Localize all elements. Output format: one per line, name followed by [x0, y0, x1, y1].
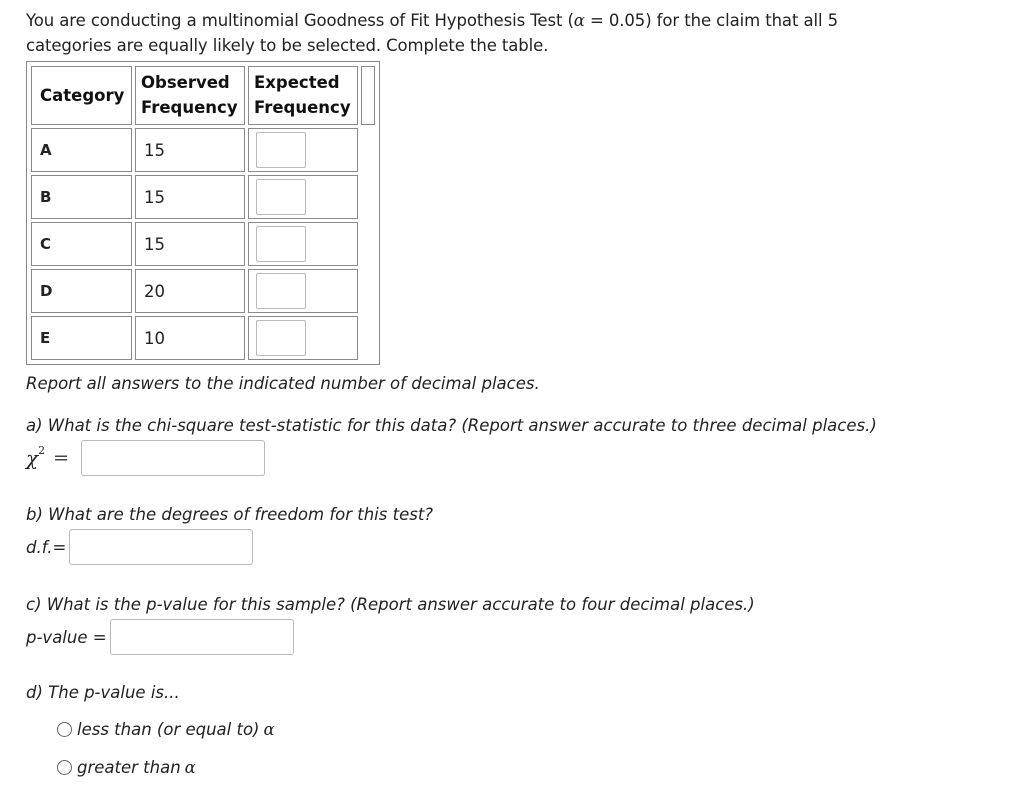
- expected-cell: [248, 175, 358, 219]
- decimal-places-note: Report all answers to the indicated number of decimal places.: [26, 374, 540, 393]
- observed-cell: 10: [135, 316, 245, 360]
- expected-cell: [248, 269, 358, 313]
- option-greater-than-alpha-symbol: α: [184, 758, 196, 777]
- p-value-label: p-value =: [26, 627, 107, 647]
- header-expected-line2: Frequency: [254, 98, 351, 117]
- question-b-answer: [26, 529, 253, 565]
- degrees-of-freedom-input[interactable]: [69, 529, 253, 565]
- category-cell: A: [31, 128, 132, 172]
- category-cell: D: [31, 269, 132, 313]
- header-observed-line1: Observed: [141, 73, 230, 92]
- table-row: [31, 175, 375, 219]
- frequency-table-container: [26, 61, 380, 365]
- chi-square-label: [26, 446, 45, 470]
- radio-button-icon[interactable]: [57, 722, 72, 737]
- df-label: d.f.=: [26, 537, 67, 557]
- chi-symbol: χ: [26, 446, 39, 470]
- expected-cell: [248, 128, 358, 172]
- problem-page: [26, 8, 1006, 777]
- question-b-text: b) What are the degrees of freedom for this test?: [26, 505, 434, 524]
- table-header-row: [31, 66, 375, 125]
- observed-cell: 15: [135, 222, 245, 266]
- expected-input-b[interactable]: [256, 179, 306, 215]
- observed-cell: 15: [135, 128, 245, 172]
- alpha-symbol: α: [573, 11, 585, 30]
- chi-square-input[interactable]: [81, 440, 265, 476]
- header-blank-cell: [361, 66, 375, 125]
- prompt-line1-start: You are conducting a multinomial Goodness of Fit Hypothesis Test (: [26, 11, 574, 30]
- observed-cell: 20: [135, 269, 245, 313]
- table-row: [31, 316, 375, 360]
- question-a-text: a) What is the chi-square test-statistic for this data? (Report answer accurate to three decimal places.): [26, 416, 877, 435]
- expected-cell: [248, 316, 358, 360]
- chi-superscript: 2: [38, 444, 46, 458]
- question-c-answer: [26, 619, 294, 655]
- category-cell: E: [31, 316, 132, 360]
- header-expected-line1: Expected: [254, 73, 340, 92]
- option-greater-than-text: greater than: [77, 758, 181, 777]
- table-row: [31, 269, 375, 313]
- question-d-text: d) The p-value is...: [26, 683, 180, 702]
- header-observed-frequency: [135, 66, 245, 125]
- option-less-than-text: less than (or equal to): [77, 720, 260, 739]
- question-a-answer: [26, 440, 265, 476]
- p-value-input[interactable]: [110, 619, 294, 655]
- prompt-line1-end: = 0.05) for the claim that all 5: [584, 11, 838, 30]
- radio-button-icon[interactable]: [57, 760, 72, 775]
- expected-input-e[interactable]: [256, 320, 306, 356]
- question-c-text: c) What is the p-value for this sample? (Report answer accurate to four decimal places.): [26, 595, 755, 614]
- frequency-table: [28, 63, 378, 363]
- category-cell: C: [31, 222, 132, 266]
- observed-cell: 15: [135, 175, 245, 219]
- option-less-than-alpha-symbol: α: [263, 720, 275, 739]
- header-observed-line2: Frequency: [141, 98, 238, 117]
- header-category: Category: [31, 66, 132, 125]
- prompt-line2: categories are equally likely to be selected. Complete the table.: [26, 36, 549, 55]
- header-expected-frequency: [248, 66, 358, 125]
- expected-input-c[interactable]: [256, 226, 306, 262]
- equals-sign: =: [53, 447, 70, 469]
- expected-input-d[interactable]: [256, 273, 306, 309]
- table-row: [31, 128, 375, 172]
- problem-statement: [26, 8, 1006, 58]
- expected-cell: [248, 222, 358, 266]
- option-less-than-alpha[interactable]: [57, 720, 275, 739]
- option-greater-than-alpha[interactable]: [57, 758, 196, 777]
- expected-input-a[interactable]: [256, 132, 306, 168]
- table-row: [31, 222, 375, 266]
- category-cell: B: [31, 175, 132, 219]
